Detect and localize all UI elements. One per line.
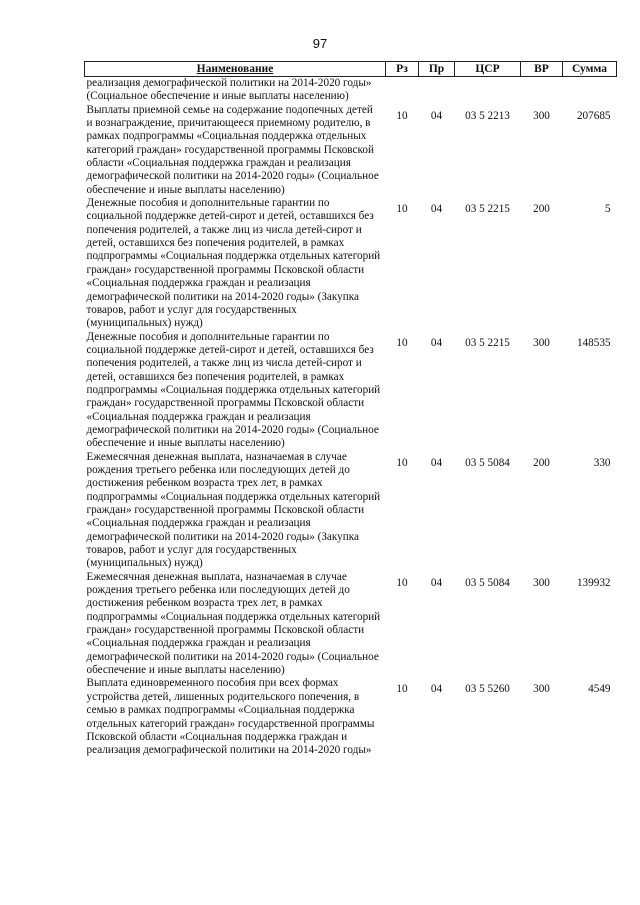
row-rz: 10	[396, 576, 408, 589]
header-vr: ВР	[521, 62, 563, 77]
row-name: Ежемесячная денежная выплата, назначаемая в случае рождения третьего ребенка или последующих детей до достижения ребенком возраста трех лет, в рамках подпрограммы «Социальная поддержка отдельных категорий граждан» государственной программы Псковской области «Социальная поддержка граждан и реализация демографической политики на 2014-2020 годы» (Закупка товаров, работ и услуг для государственных (муниципальных) нужд)	[86, 450, 381, 570]
row-vr: 200	[533, 456, 550, 469]
row-vr: 300	[533, 109, 550, 122]
table-row	[85, 104, 617, 197]
row-name: Денежные пособия и дополнительные гарантии по социальной поддержке детей-сирот и детей, оставшихся без попечения родителей, а также лиц из числа детей-сирот и детей, оставшихся без попечения родителей, в рамках подпрограммы «Социальная поддержка отдельных категорий граждан» государственной программы Псковской области «Социальная поддержка граждан и реализация демографической политики на 2014-2020 годы» (Закупка товаров, работ и услуг для государственных (муниципальных) нужд)	[86, 197, 381, 330]
header-csr: ЦСР	[455, 62, 521, 77]
row-vr	[521, 77, 563, 104]
row-rz: 10	[396, 456, 408, 469]
header-name: Наименование	[85, 62, 386, 77]
page-number: 97	[312, 36, 328, 51]
row-csr: 03 5 2215	[465, 336, 510, 349]
header-pr: Пр	[419, 62, 455, 77]
row-sum: 139932	[576, 576, 611, 589]
row-pr: 04	[430, 109, 443, 122]
table-row	[85, 197, 617, 330]
row-csr: 03 5 5084	[465, 456, 510, 469]
header-rz: Рз	[386, 62, 419, 77]
row-rz: 10	[396, 336, 408, 349]
row-rz: 10	[396, 109, 408, 122]
row-csr: 03 5 5260	[465, 683, 510, 696]
row-sum	[563, 77, 617, 104]
row-sum: 148535	[576, 336, 611, 349]
row-rz: 10	[396, 683, 408, 696]
row-csr	[455, 77, 521, 104]
row-name: Ежемесячная денежная выплата, назначаемая в случае рождения третьего ребенка или последующих детей до достижения ребенком возраста трех лет, в рамках подпрограммы «Социальная поддержка отдельных категорий граждан» государственной программы Псковской области «Социальная поддержка граждан и реализация демографической политики на 2014-2020 годы» (Социальное обеспечение и иные выплаты населению)	[86, 570, 381, 677]
row-name: реализация демографической политики на 2014-2020 годы» (Социальное обеспечение и иные выплаты населению)	[86, 77, 372, 103]
table-row	[85, 331, 617, 451]
header-sum: Сумма	[563, 62, 617, 77]
table-row	[85, 77, 617, 104]
row-pr: 04	[430, 683, 443, 696]
table-row	[85, 677, 617, 757]
row-pr	[419, 77, 455, 104]
row-name: Выплаты приемной семье на содержание подопечных детей и вознаграждение, причитающееся приемному родителю, в рамках подпрограммы «Социальная поддержка отдельных категорий граждан» государственной программы Псковской области «Социальная поддержка граждан и реализация демографической политики на 2014-2020 годы» (Социальное обеспечение и иные выплаты населению)	[86, 103, 379, 196]
row-rz	[386, 77, 419, 104]
row-name: Выплата единовременного пособия при всех формах устройства детей, лишенных родительского попечения, в семью в рамках подпрограммы «Социальная поддержка отдельных категорий граждан» государственной программы Псковской области «Социальная поддержка граждан и реализация демографической политики на 2014-2020 годы»	[86, 677, 375, 757]
row-sum: 4549	[588, 683, 611, 696]
row-pr: 04	[430, 203, 443, 216]
row-sum: 207685	[576, 109, 611, 122]
row-pr: 04	[430, 336, 443, 349]
table-row	[85, 571, 617, 678]
table-header-row	[85, 62, 617, 77]
row-csr: 03 5 2215	[465, 203, 510, 216]
row-sum: 5	[604, 203, 611, 216]
budget-table	[84, 61, 617, 758]
row-vr: 300	[533, 683, 550, 696]
table-row	[85, 451, 617, 571]
row-vr: 300	[533, 576, 550, 589]
row-csr: 03 5 2213	[465, 109, 510, 122]
row-vr: 200	[533, 203, 550, 216]
row-sum: 330	[593, 456, 611, 469]
row-pr: 04	[430, 456, 443, 469]
row-csr: 03 5 5084	[465, 576, 510, 589]
row-name: Денежные пособия и дополнительные гарантии по социальной поддержке детей-сирот и детей, оставшихся без попечения родителей, а также лиц из числа детей-сирот и детей, оставшихся без попечения родителей, в рамках подпрограммы «Социальная поддержка отдельных категорий граждан» государственной программы Псковской области «Социальная поддержка граждан и реализация демографической политики на 2014-2020 годы» (Социальное обеспечение и иные выплаты населению)	[86, 330, 381, 450]
row-rz: 10	[396, 203, 408, 216]
row-pr: 04	[430, 576, 443, 589]
row-vr: 300	[533, 336, 550, 349]
